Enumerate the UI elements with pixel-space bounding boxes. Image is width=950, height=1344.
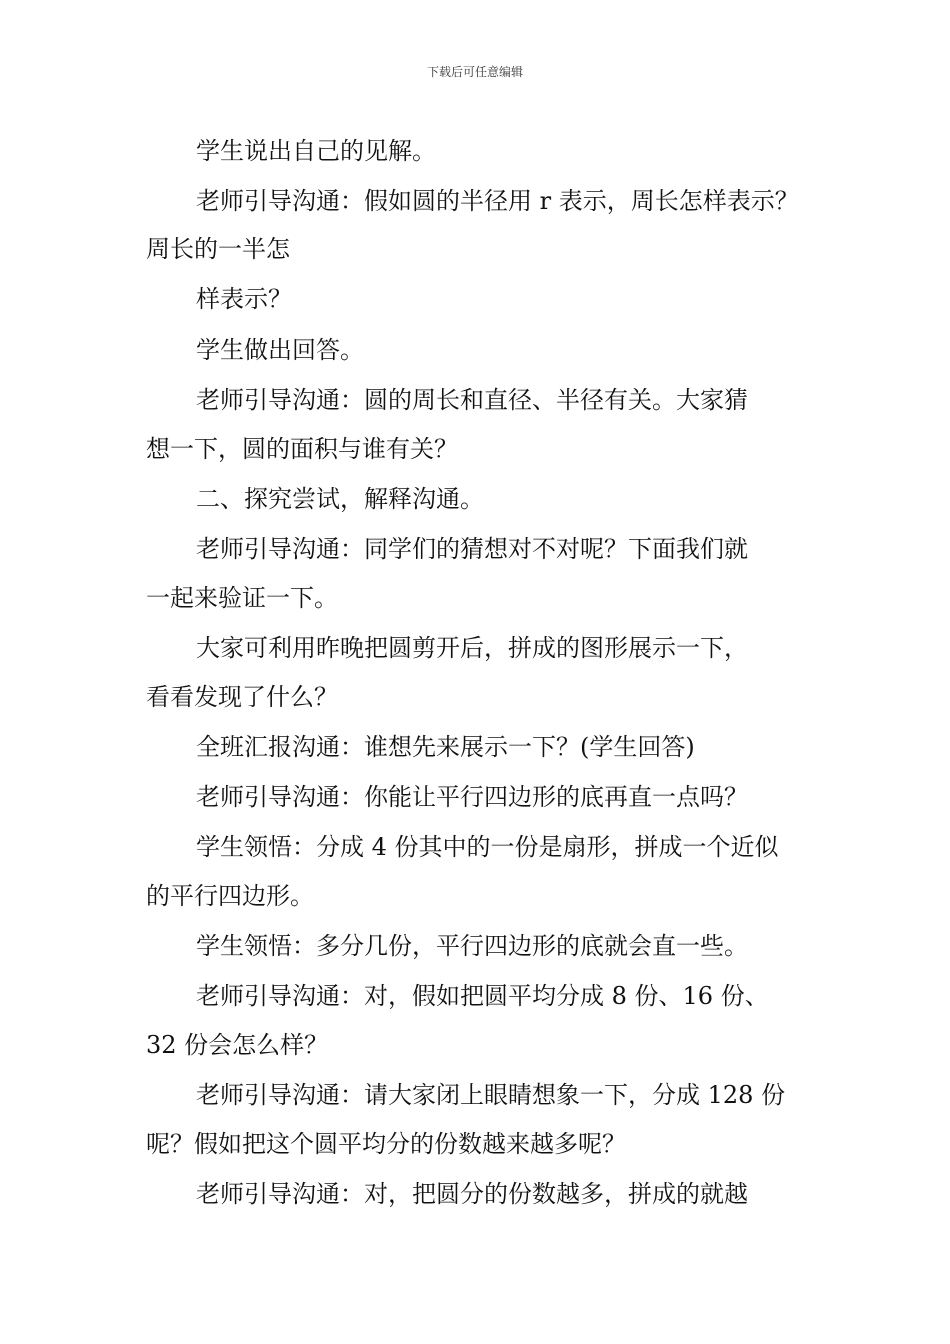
paragraph-line: 全班汇报沟通：谁想先来展示一下？(学生回答) xyxy=(196,733,695,761)
paragraph-line: 学生领悟：分成 4 份其中的一份是扇形，拼成一个近似 xyxy=(196,833,779,861)
paragraph-line: 学生说出自己的见解。 xyxy=(196,137,436,165)
paragraph-line: 老师引导沟通：假如圆的半径用 r 表示，周长怎样表示？ xyxy=(196,187,799,215)
paragraph-line: 学生领悟：多分几份，平行四边形的底就会直一些。 xyxy=(196,932,748,960)
paragraph-line: 老师引导沟通：同学们的猜想对不对呢？下面我们就 xyxy=(196,535,748,563)
paragraph-line: 学生做出回答。 xyxy=(196,336,364,364)
paragraph-line: 样表示？ xyxy=(196,285,292,313)
paragraph-line: 老师引导沟通：你能让平行四边形的底再直一点吗？ xyxy=(196,783,748,811)
paragraph-line: 32 份会怎么样？ xyxy=(146,1031,329,1059)
page-header: 下载后可任意编辑 xyxy=(426,65,523,79)
paragraph-line: 周长的一半怎 xyxy=(146,235,290,263)
paragraph-line: 老师引导沟通：对，把圆分的份数越多，拼成的就越 xyxy=(196,1180,748,1208)
paragraph-line: 老师引导沟通：请大家闭上眼睛想象一下，分成 128 份 xyxy=(196,1081,786,1109)
paragraph-line: 的平行四边形。 xyxy=(146,882,314,910)
paragraph-line: 二、探究尝试，解释沟通。 xyxy=(196,485,484,513)
paragraph-line: 想一下，圆的面积与谁有关？ xyxy=(146,435,458,463)
paragraph-line: 老师引导沟通：对，假如把圆平均分成 8 份、16 份、 xyxy=(196,982,769,1010)
paragraph-line: 看看发现了什么？ xyxy=(146,683,338,711)
paragraph-line: 大家可利用昨晚把圆剪开后，拼成的图形展示一下， xyxy=(196,634,748,662)
paragraph-line: 呢？假如把这个圆平均分的份数越来越多呢？ xyxy=(146,1130,626,1158)
paragraph-line: 老师引导沟通：圆的周长和直径、半径有关。大家猜 xyxy=(196,386,748,414)
paragraph-line: 一起来验证一下。 xyxy=(146,584,338,612)
